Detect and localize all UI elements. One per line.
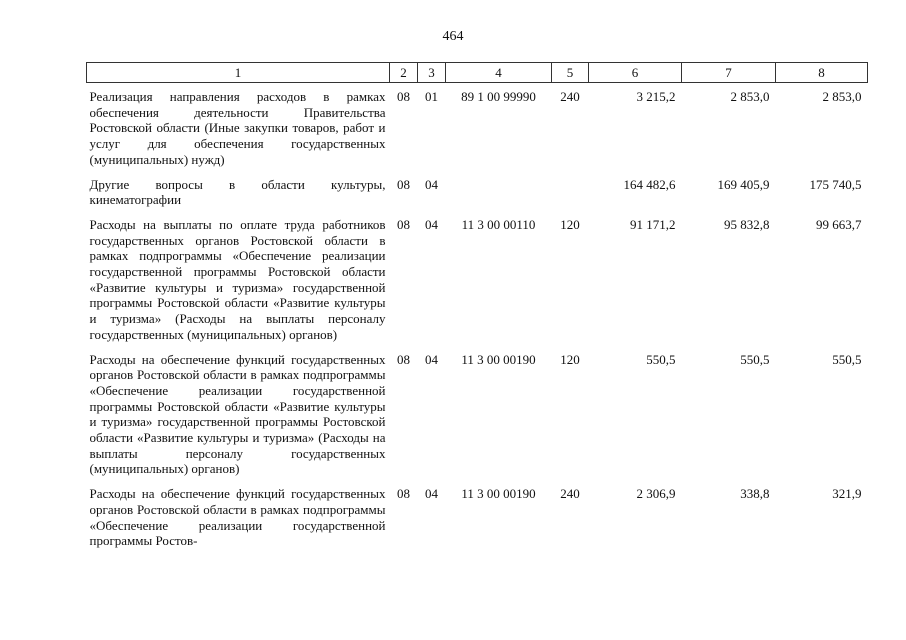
column-header: 3 xyxy=(418,63,446,83)
row-target-article: 11 3 00 00190 xyxy=(461,486,536,502)
row-amount-col7: 2 853,0 xyxy=(730,89,770,104)
column-header: 4 xyxy=(446,63,552,83)
row-description: Другие вопросы в области культуры, кинематографии xyxy=(89,176,386,208)
row-amount-col8: 321,9 xyxy=(832,486,862,502)
row-expense-type: 120 xyxy=(560,216,580,232)
column-header: 2 xyxy=(390,63,418,83)
row-description: Расходы на обеспечение функций государственных органов Ростовской области в рамках подпрограммы «Обеспечение реализации государственной программы Ростовской области «Развитие культуры и туризма» государственной программы Ростовской области «Развитие культуры и туризма» (Расходы на выплаты персоналу государственных (муниципальных) органов) xyxy=(89,351,386,477)
row-subsection-code: 04 xyxy=(425,216,438,232)
row-amount-col7: 550,5 xyxy=(740,351,770,367)
budget-table xyxy=(86,62,868,558)
row-amount-col7: 338,8 xyxy=(740,486,770,502)
column-header: 1 xyxy=(87,63,390,83)
row-target-article xyxy=(446,177,552,217)
row-subsection-code: 04 xyxy=(425,176,438,192)
row-amount-col8: 175 740,5 xyxy=(809,176,862,192)
row-subsection-code: 04 xyxy=(425,351,438,367)
row-expense-type: 120 xyxy=(560,351,580,367)
row-description: Реализация направления расходов в рамках обеспечения деятельности Правительства Ростовской области (Иные закупки товаров, работ и услуг для обеспечения государственных (муниципальных) нужд) xyxy=(89,89,386,167)
row-amount-col6: 164 482,6 xyxy=(623,176,676,192)
row-amount-col7: 169 405,9 xyxy=(717,176,770,192)
row-section-code: 08 xyxy=(397,176,410,192)
column-header: 7 xyxy=(682,63,776,83)
row-amount-col6: 2 306,9 xyxy=(636,486,676,502)
page-number: 464 xyxy=(442,29,464,44)
row-amount-col6: 550,5 xyxy=(646,351,676,367)
row-section-code: 08 xyxy=(397,351,410,367)
row-amount-col8: 550,5 xyxy=(832,351,862,367)
table-row xyxy=(87,352,868,487)
row-section-code: 08 xyxy=(397,89,410,104)
row-amount-col6: 91 171,2 xyxy=(630,216,676,232)
row-amount-col8: 99 663,7 xyxy=(816,216,862,232)
table-header-row xyxy=(87,63,868,83)
column-header: 6 xyxy=(589,63,682,83)
row-section-code: 08 xyxy=(397,216,410,232)
table-row xyxy=(87,217,868,352)
row-expense-type: 240 xyxy=(560,89,580,104)
row-subsection-code: 01 xyxy=(425,89,438,104)
row-subsection-code: 04 xyxy=(425,486,438,502)
row-amount-col6: 3 215,2 xyxy=(636,89,676,104)
column-header: 5 xyxy=(552,63,589,83)
row-description: Расходы на обеспечение функций государственных органов Ростовской области в рамках подпрограммы «Обеспечение реализации государственной программы Ростов- xyxy=(89,486,386,549)
row-target-article: 11 3 00 00110 xyxy=(461,216,536,232)
row-expense-type xyxy=(552,177,589,217)
row-amount-col8: 2 853,0 xyxy=(822,89,862,104)
row-description: Расходы на выплаты по оплате труда работников государственных органов Ростовской области в рамках подпрограммы «Обеспечение реализации государственной программы Ростовской области «Развитие культуры и туризма» государственной программы Ростовской области «Развитие культуры и туризма» (Расходы на выплаты персоналу государственных (муниципальных) органов) xyxy=(89,216,386,342)
row-amount-col7: 95 832,8 xyxy=(724,216,770,232)
row-target-article: 89 1 00 99990 xyxy=(461,89,536,104)
column-header: 8 xyxy=(776,63,868,83)
row-section-code: 08 xyxy=(397,486,410,502)
table-row xyxy=(87,486,868,558)
table-row xyxy=(87,83,868,177)
table-row xyxy=(87,177,868,217)
row-target-article: 11 3 00 00190 xyxy=(461,351,536,367)
row-expense-type: 240 xyxy=(560,486,580,502)
